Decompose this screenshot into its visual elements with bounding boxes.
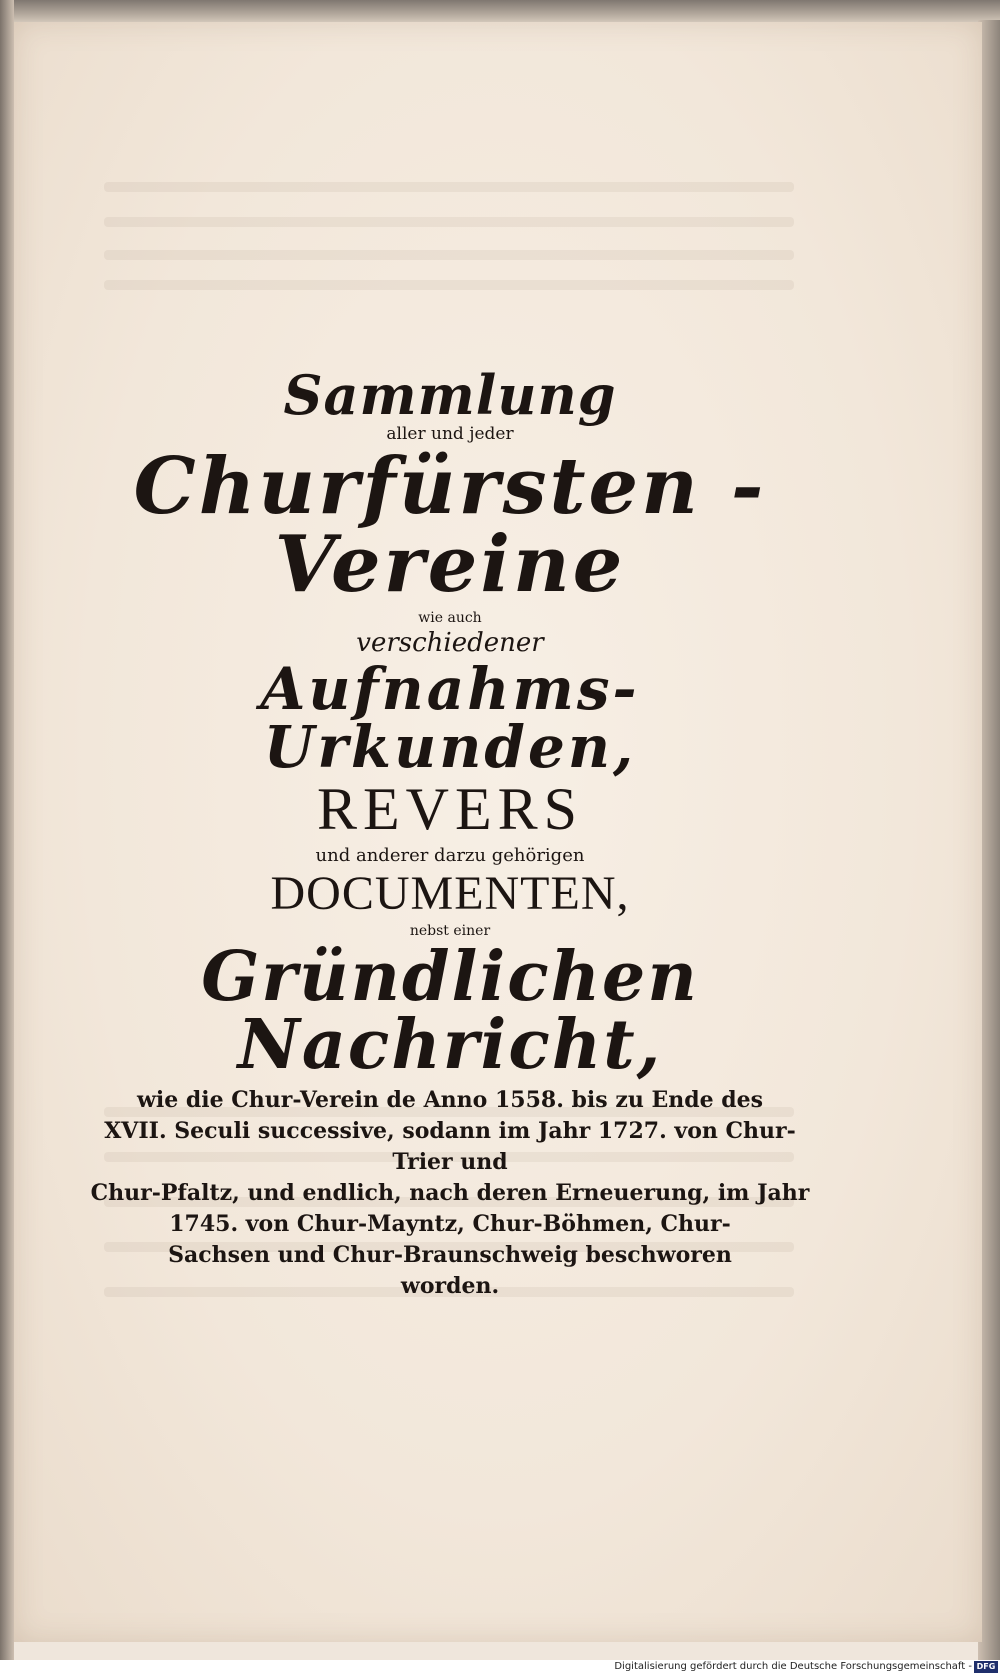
dfg-logo: DFG bbox=[974, 1661, 998, 1673]
title-und-anderer: und anderer darzu gehörigen bbox=[315, 845, 585, 866]
description-line: Chur-Pfaltz, und endlich, nach deren Erneuerung, im Jahr bbox=[90, 1179, 810, 1206]
description-line: XVII. Seculi successive, sodann im Jahr 1727. von Chur-Trier und bbox=[104, 1117, 796, 1175]
title-aufnahms-urkunden: Aufnahms-Urkunden, bbox=[260, 655, 640, 781]
title-documenten: DOCUMENTEN, bbox=[270, 867, 630, 920]
title-churfuersten-vereine: Churfürsten - Vereine bbox=[133, 441, 767, 610]
bleed-through bbox=[104, 217, 794, 227]
title-nebst-einer: nebst einer bbox=[409, 922, 491, 939]
title-aller-und-jeder: aller und jeder bbox=[386, 424, 514, 444]
title-verschiedener: verschiedener bbox=[356, 628, 544, 658]
title-gruendlichen-nachricht: Gründlichen Nachricht, bbox=[201, 936, 699, 1085]
book-edge-left bbox=[0, 0, 14, 1660]
footer-credit: Digitalisierung gefördert durch die Deutsche Forschungsgemeinschaft - bbox=[614, 1661, 972, 1672]
title-wie-auch: wie auch bbox=[418, 610, 482, 626]
description-line: wie die Chur-Verein de Anno 1558. bis zu Ende des bbox=[136, 1086, 764, 1113]
description-line: Sachsen und Chur-Braunschweig beschworen bbox=[168, 1241, 732, 1268]
bleed-through bbox=[104, 250, 794, 260]
description-line: 1745. von Chur-Mayntz, Chur-Böhmen, Chur- bbox=[169, 1210, 731, 1237]
title-sammlung: Sammlung bbox=[283, 363, 617, 427]
description-line: worden. bbox=[400, 1272, 500, 1299]
title-page-text bbox=[90, 363, 810, 1302]
bleed-through bbox=[104, 280, 794, 290]
description-paragraph bbox=[90, 1085, 810, 1302]
bleed-through bbox=[104, 182, 794, 192]
title-revers: REVERS bbox=[316, 776, 584, 842]
